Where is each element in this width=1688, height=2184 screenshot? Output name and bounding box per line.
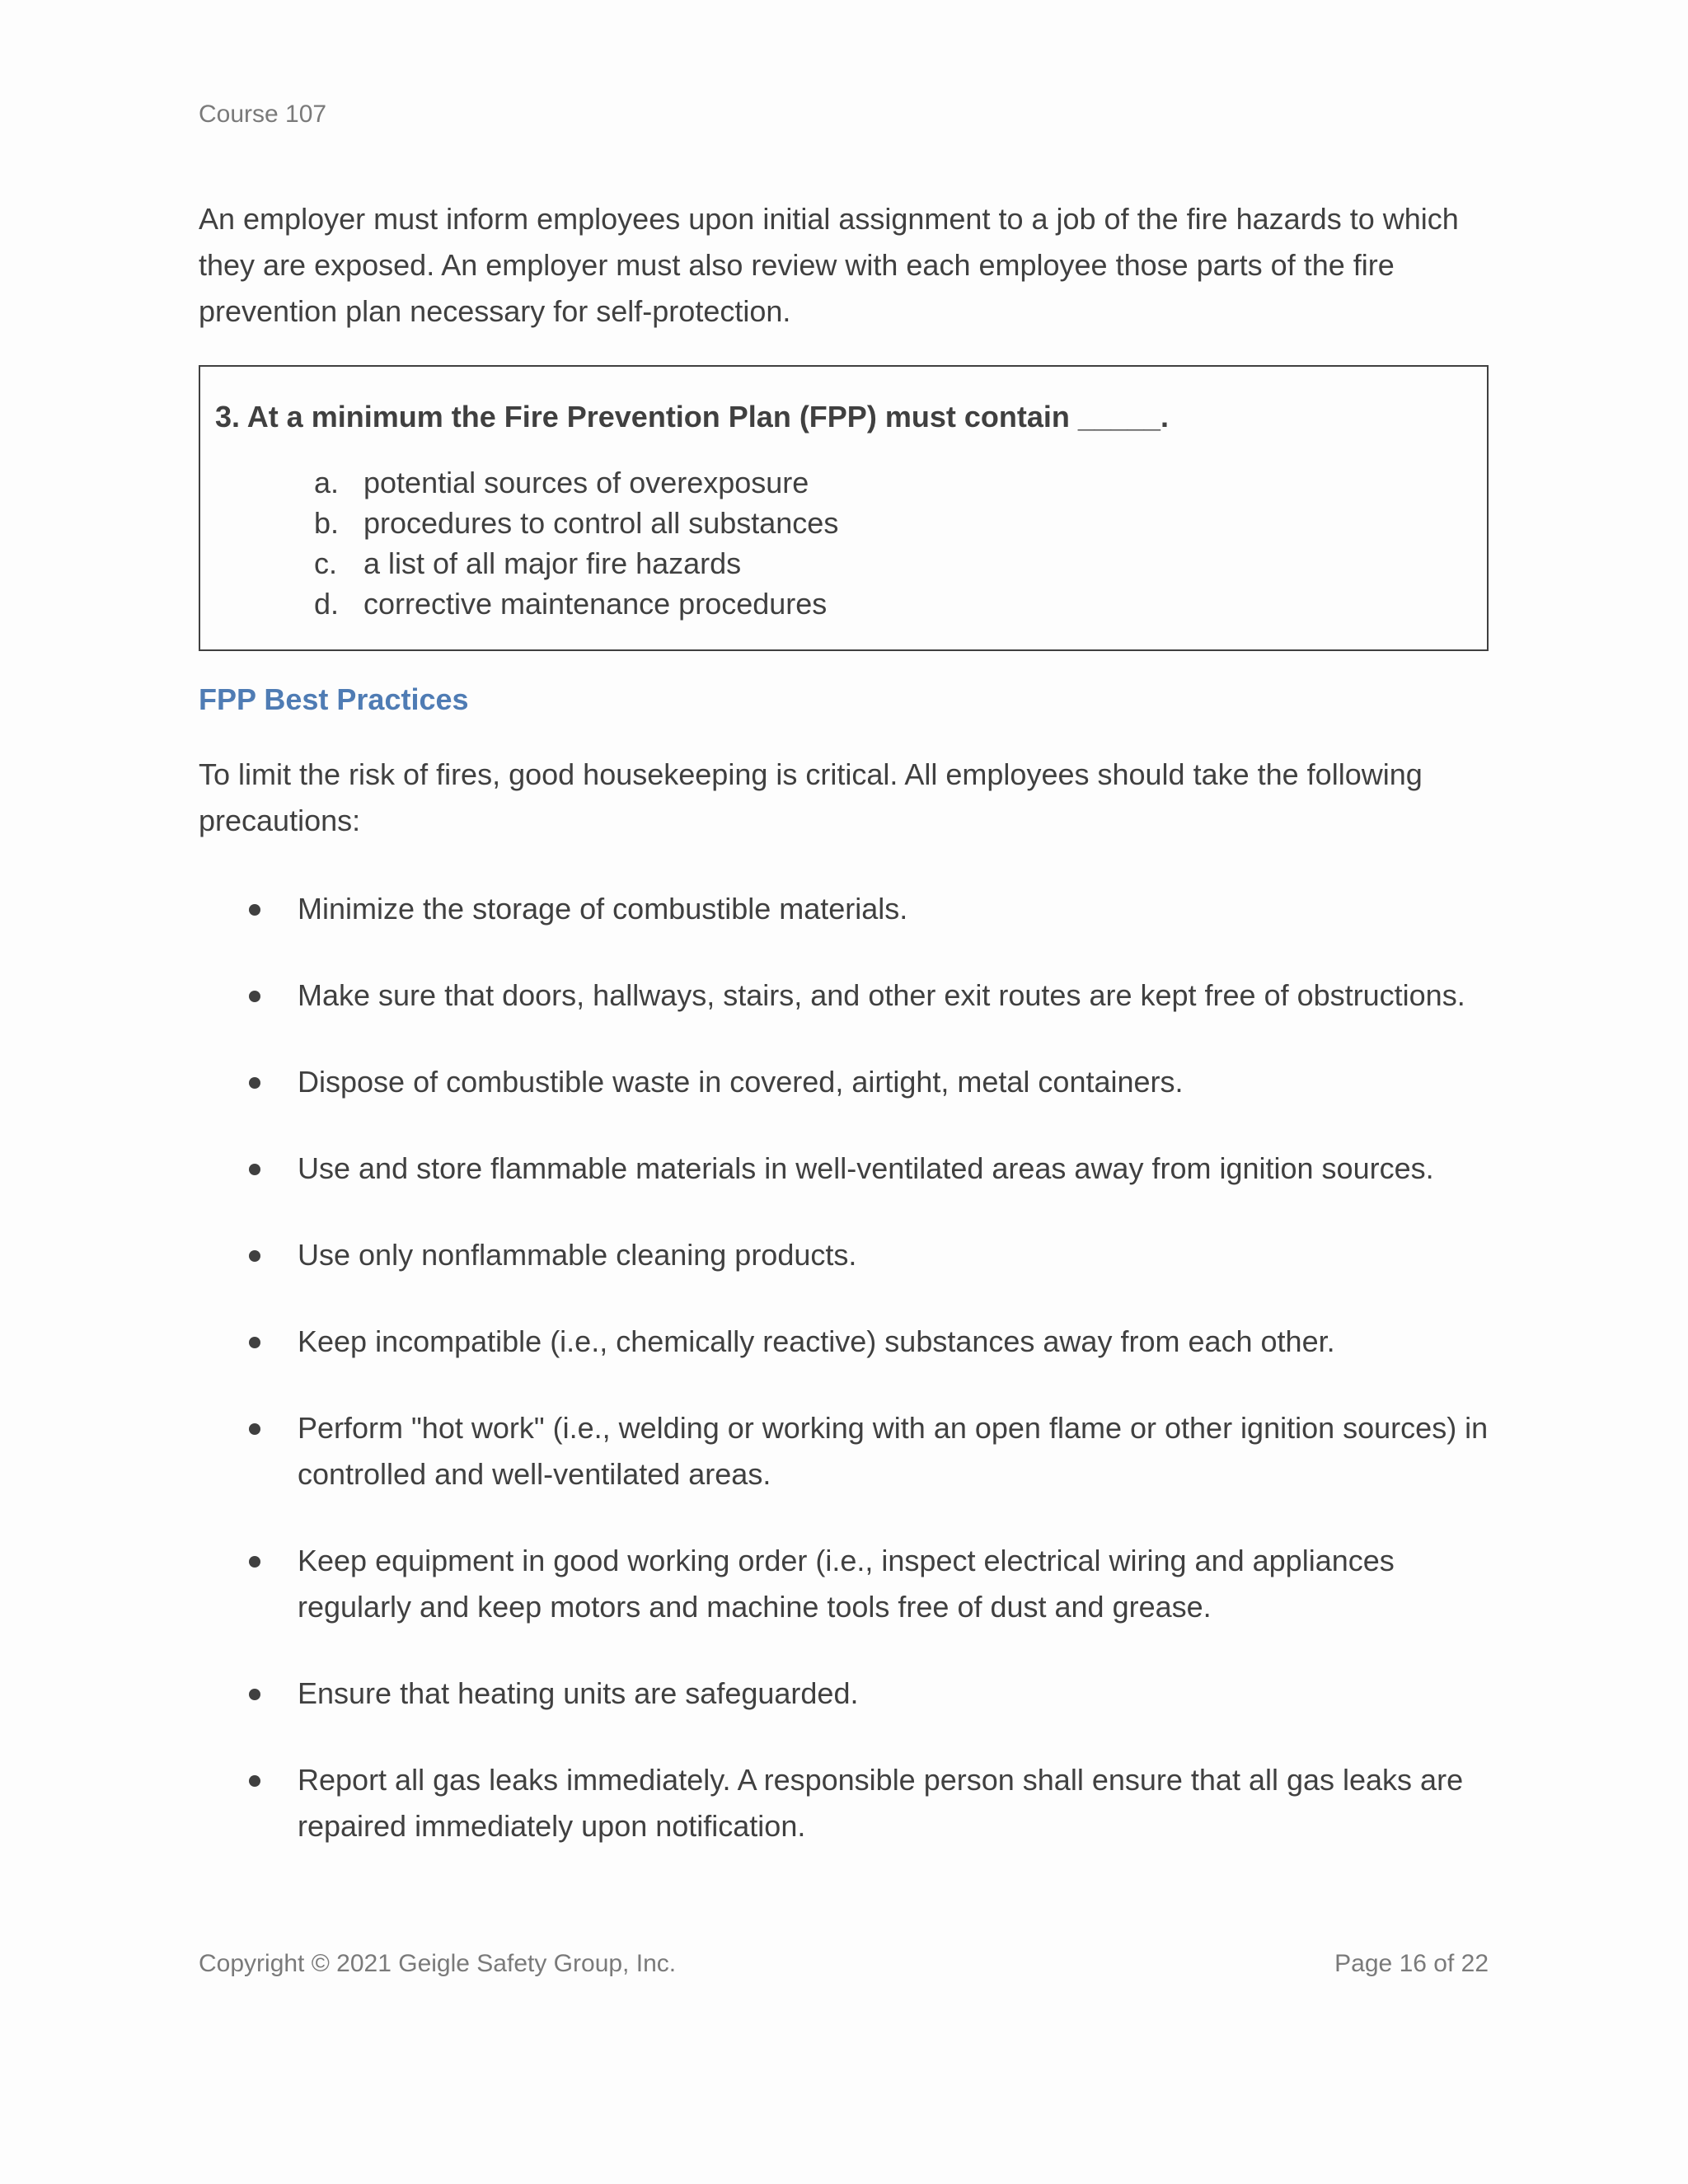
bullet-icon: [249, 1689, 260, 1700]
quiz-question-box: [199, 365, 1489, 651]
list-item-text: Report all gas leaks immediately. A responsible person shall ensure that all gas leaks are repaired immediately upon notification.: [298, 1763, 1464, 1843]
bullet-icon: [249, 904, 260, 916]
list-item-text: Use only nonflammable cleaning products.: [298, 1238, 857, 1272]
answer-option: [314, 462, 838, 503]
list-item-text: Use and store flammable materials in well-ventilated areas away from ignition sources.: [298, 1151, 1434, 1185]
option-text: potential sources of overexposure: [363, 466, 809, 499]
intro-paragraph: An employer must inform employees upon initial assignment to a job of the fire hazards to which they are exposed. An employer must also review with each employee those parts of the fire prevention plan necessary for self-protection.: [199, 202, 1459, 328]
footer-page-number: Page 16 of 22: [1334, 1950, 1489, 1977]
section-intro-paragraph: To limit the risk of fires, good housekeeping is critical. All employees should take the following precautions:: [199, 757, 1423, 837]
list-item: [199, 1405, 1501, 1497]
answer-option: [314, 583, 838, 624]
list-item-text: Keep equipment in good working order (i.e., inspect electrical wiring and appliances regularly and keep motors and machine tools free of dust and grease.: [298, 1544, 1395, 1624]
option-letter: d.: [314, 587, 340, 621]
bullet-icon: [249, 1077, 260, 1089]
bullet-icon: [249, 1775, 260, 1787]
list-item: [199, 972, 1501, 1019]
running-header: Course 107: [199, 101, 327, 128]
list-item: [199, 1671, 1501, 1717]
bullet-icon: [249, 1423, 260, 1435]
option-letter: a.: [314, 466, 340, 499]
list-item: [199, 1146, 1501, 1192]
bullet-icon: [249, 1556, 260, 1568]
option-text: corrective maintenance procedures: [363, 587, 828, 621]
option-text: a list of all major fire hazards: [363, 546, 742, 580]
section-heading: FPP Best Practices: [199, 682, 469, 716]
list-item: [199, 1538, 1501, 1630]
bullet-icon: [249, 1164, 260, 1175]
answer-option: [314, 543, 838, 583]
list-item: [199, 1059, 1501, 1105]
list-item: [199, 1319, 1501, 1365]
bullet-icon: [249, 1337, 260, 1348]
list-item-text: Perform "hot work" (i.e., welding or working with an open flame or other ignition sources) in controlled and well-ventilated areas.: [298, 1411, 1489, 1491]
list-item-text: Keep incompatible (i.e., chemically reactive) substances away from each other.: [298, 1324, 1335, 1358]
list-item: [199, 1757, 1501, 1849]
option-letter: c.: [314, 546, 338, 580]
bullet-icon: [249, 1250, 260, 1262]
list-item-text: Make sure that doors, hallways, stairs, and other exit routes are kept free of obstructions.: [298, 978, 1465, 1012]
precautions-list: [199, 886, 1501, 1890]
list-item: [199, 886, 1501, 932]
footer-copyright: Copyright © 2021 Geigle Safety Group, Inc.: [199, 1950, 677, 1977]
list-item-text: Minimize the storage of combustible materials.: [298, 892, 908, 926]
bullet-icon: [249, 991, 260, 1002]
answer-options: [314, 462, 838, 624]
option-letter: b.: [314, 506, 340, 540]
list-item-text: Ensure that heating units are safeguarded.: [298, 1676, 859, 1710]
answer-option: [314, 503, 838, 543]
list-item-text: Dispose of combustible waste in covered, airtight, metal containers.: [298, 1065, 1184, 1099]
option-text: procedures to control all substances: [363, 506, 839, 540]
list-item: [199, 1232, 1501, 1278]
question-stem: 3. At a minimum the Fire Prevention Plan (FPP) must contain _____.: [215, 400, 1169, 434]
